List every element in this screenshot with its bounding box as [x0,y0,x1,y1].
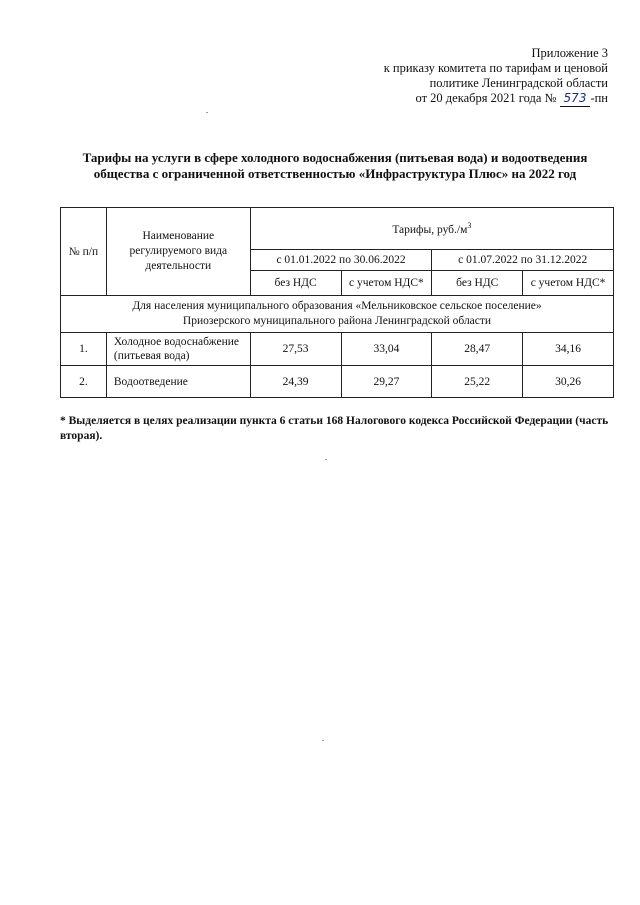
row-value-with-vat-h2: 34,16 [523,333,614,366]
group-line-2: Приозерского муниципального района Ленинградской области [182,315,492,327]
title-line-1: Тарифы на услуги в сфере холодного водоснабжения (питьевая вода) и водоотведения [82,150,588,165]
tariff-table [60,207,614,398]
group-line-1: Для населения муниципального образования «Мельниковское сельское поселение» [132,300,542,312]
header-with-vat-1: с учетом НДС* [341,271,432,296]
order-date: от 20 декабря 2021 года № [415,91,557,105]
header-tariffs [250,208,613,250]
header-no-vat-2: без НДС [432,271,523,296]
title-line-2: общества с ограниченной ответственностью «Инфраструктура Плюс» на 2022 год [93,166,577,181]
scan-speck [325,459,327,460]
header-tariffs-label: Тарифы, руб./м [392,223,468,236]
row-value-with-vat-h2: 30,26 [523,366,614,398]
row-value-no-vat-h1: 24,39 [250,366,341,398]
row-activity-name: Холодное водоснабжение (питьевая вода) [106,333,250,366]
document-title [60,150,610,182]
row-value-no-vat-h1: 27,53 [250,333,341,366]
header-num: № п/п [61,208,107,296]
row-value-with-vat-h1: 29,27 [341,366,432,398]
annex-block [308,46,608,107]
scan-speck [322,740,324,741]
order-number-handwritten: 573 [560,91,591,107]
table-row [61,333,614,366]
header-with-vat-2: с учетом НДС* [523,271,614,296]
header-tariffs-unit-exp: 3 [467,221,472,231]
row-num: 2. [61,366,107,398]
row-num: 1. [61,333,107,366]
row-activity-name: Водоотведение [106,366,250,398]
header-period-2: с 01.07.2022 по 31.12.2022 [432,250,614,271]
row-value-with-vat-h1: 33,04 [341,333,432,366]
header-no-vat-1: без НДС [250,271,341,296]
table-row [61,366,614,398]
order-suffix: -пн [590,91,608,105]
annex-title: Приложение 3 [531,46,608,60]
header-activity-name: Наименование регулируемого вида деятельности [106,208,250,296]
row-value-no-vat-h2: 25,22 [432,366,523,398]
scan-speck [206,112,208,113]
row-value-no-vat-h2: 28,47 [432,333,523,366]
annex-line-2: к приказу комитета по тарифам и ценовой [383,61,608,75]
group-row [61,296,614,333]
footnote: * Выделяется в целях реализации пункта 6 статьи 168 Налогового кодекса Российской Федерации (часть вторая). [60,415,609,442]
header-period-1: с 01.01.2022 по 30.06.2022 [250,250,432,271]
annex-line-4 [308,91,608,107]
annex-line-3: политике Ленинградской области [429,76,608,90]
